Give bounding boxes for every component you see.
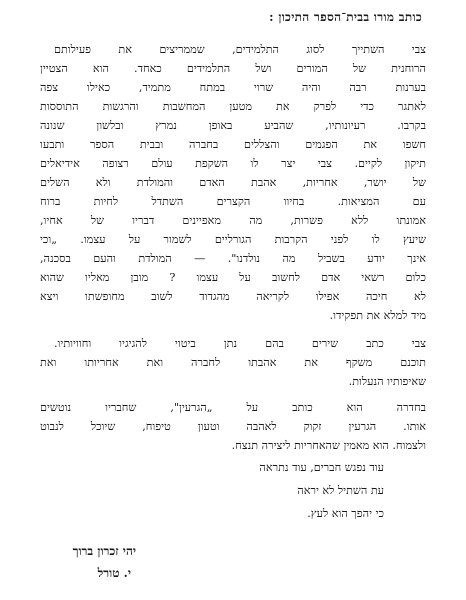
paragraph-2-line: תוכנם משקף את אהבתו לחברה ואת אחריותו ואת (40, 356, 426, 369)
paragraph-1-line: לא חיכה אפילו לקריאה מהגדוד לשוב מחופשתו ויצא (40, 290, 426, 303)
document-heading: כותב מורו בבית־הספר התיכון : (269, 10, 422, 24)
paragraph-1-line: שיעץ לו לפני הקרבות הגורליים לשמור על עצמו. „וכי (40, 233, 426, 246)
memorial-phrase: יהי זכרון ברוך (72, 544, 136, 558)
paragraph-1-line: בקרבו. רעיונותיו, שהביע באופן נמרץ ובלשון שנונה (40, 119, 426, 132)
poem-line: עוד נפגש חברים, עוד נתראה (259, 461, 384, 474)
paragraph-1-line: כלום רשאי אדם לחשוב על עצמו ? מובן מאליו שהוא (40, 271, 426, 284)
paragraph-3-line: אותו. הגרעין זקוק לאהבה וטעון טיפוח, שיוכל לנבוט (40, 420, 426, 433)
paragraph-1-line: תיקון לקיים. צבי יצר לו השקפת עולם רצופה אידיאלים (40, 157, 426, 170)
paragraph-1-line: של יושר, אחריות, אהבת האדם והמולדת ולא השלים (40, 176, 426, 189)
paragraph-1-line: בערנות רבה והיה שרוי במתח מתמיד, כאילו צפה (40, 81, 426, 94)
paragraph-3-line: בחדרה הוא כותב על „הגרעין", שחבריו נוטשים (40, 401, 426, 414)
paragraph-2-line: צבי כתב שירים בהם נתן ביטוי להגיגיו וחוויותיו. (54, 337, 426, 350)
paragraph-1-line: אינך יודע בשביל מה נולדנו". — המולדת והעם בסכנה, (40, 252, 426, 265)
paragraph-1-line: עם המציאות. בחיוו הקצרים השתדל לחיות ברוח (40, 195, 426, 208)
paragraph-1-line: מיד למלא את תפקידו. (329, 309, 426, 322)
paragraph-1-line: חשפו את הפגמים והצללים בחברה ובבית הספר ותבעו (40, 138, 426, 151)
paragraph-3-line: ולצמוח. הוא מאמין שהאחריות ליצירה תנצח. (231, 439, 426, 452)
poem-line: עת השתיל לא יראה (297, 484, 384, 497)
paragraph-2-line: שאיפותיו הנעלות. (348, 375, 426, 388)
paragraph-1-line: הרוחנית של המורים ושל התלמידים כאחד. הוא הצטיין (40, 62, 426, 75)
poem-line: כי יהפך הוא לעץ. (307, 507, 384, 520)
paragraph-1-line: אמונתו ללא פשרות, מה מאפיינים דבריו של אחיו, (40, 214, 426, 227)
paragraph-1-line: צבי השתייך לסוג התלמידים, שממריצים את פעילותם (54, 43, 426, 56)
author-signature: י. טורל (97, 566, 131, 580)
paragraph-1-line: לאתגר כדי לפרק את מטען המחשבות והרגשות התוססות (40, 100, 426, 113)
